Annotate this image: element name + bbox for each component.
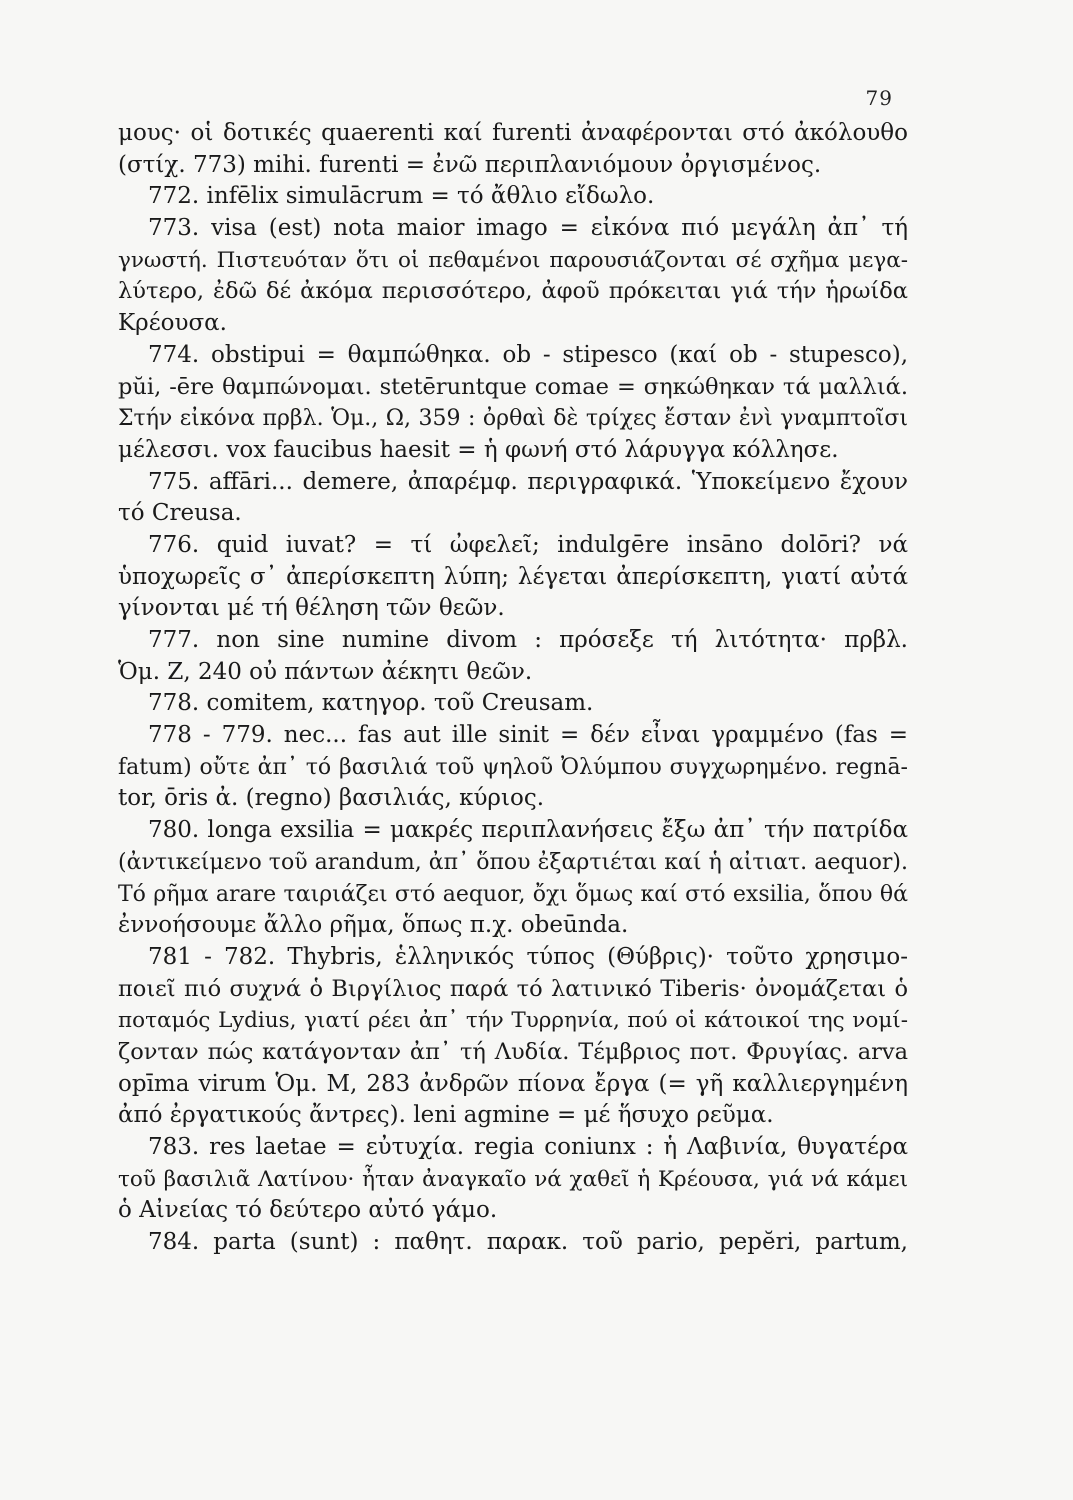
text-line: 777. non sine numine divom : πρόσεξε τή λιτότητα· πρβλ. (148, 627, 908, 653)
commentary-text (118, 118, 908, 1259)
text-line: λύτερο, ἐδῶ δέ ἀκόμα περισσότερο, ἀφοῦ πρόκειται γιά τήν ἡρωίδα (118, 278, 908, 305)
text-line: γνωστή. Πιστευόταν ὅτι οἱ πεθαμένοι παρουσιάζονται σέ σχῆμα μεγα- (118, 247, 908, 273)
text-line: ποταμός Lydius, γιατί ρέει ἀπ᾽ τήν Τυρρηνία, πού οἱ κάτοικοί της νομί- (118, 1008, 908, 1034)
text-line: Στήν εἰκόνα πρβλ. Ὁμ., Ω, 359 : ὀρθαὶ δὲ τρίχες ἔσταν ἐνὶ γναμπτοῖσι (118, 406, 908, 432)
text-line: 774. obstipui = θαμπώθηκα. ob - stipesco (καί ob - stupesco), (148, 341, 908, 368)
text-line: ποιεῖ πιό συχνά ὁ Βιργίλιος παρά τό λατινικό Tiberis· ὀνομάζεται ὁ (118, 975, 908, 1002)
text-line: 781 - 782. Thybris, ἑλληνικός τύπος (Θύβρις)· τοῦτο χρησιμο- (148, 943, 908, 970)
text-line: (στίχ. 773) mihi. furenti = ἐνῶ περιπλανιόμουν ὀργισμένος. (118, 151, 822, 178)
text-line: Ὁμ. Ζ, 240 οὐ πάντων ἀέκητι θεῶν. (118, 658, 533, 685)
text-line: ἀπό ἐργατικούς ἄντρες). leni agmine = μέ ἥσυχο ρεῦμα. (118, 1102, 774, 1129)
text-line: Κρέουσα. (118, 310, 227, 337)
text-line: pŭi, -ēre θαμπώνομαι. stetēruntque comae = σηκώθηκαν τά μαλλιά. (118, 373, 908, 400)
text-line: (ἀντικείμενο τοῦ arandum, ἀπ᾽ ὅπου ἐξαρτιέται καί ἡ αἰτιατ. aequor). (118, 849, 908, 875)
text-line: ἐννοήσουμε ἄλλο ρῆμα, ὅπως π.χ. obeūnda. (118, 912, 629, 939)
text-line: opīma virum Ὁμ. Μ, 283 ἀνδρῶν πίονα ἔργα (= γῆ καλλιεργημένη (118, 1070, 908, 1097)
text-line: fatum) οὔτε ἀπ᾽ τό βασιλιά τοῦ ψηλοῦ Ὀλύμπου συγχωρημένο. regnā- (118, 754, 908, 780)
text-line: 775. affāri... demere, ἀπαρέμφ. περιγραφικά. Ὑποκείμενο ἔχουν (148, 468, 908, 495)
page-number: 79 (865, 86, 893, 110)
text-line: tor, ōris ἀ. (regno) βασιλιάς, κύριος. (118, 785, 545, 812)
text-line: 776. quid iuvat? = τί ὠφελεῖ; indulgēre insāno dolōri? νά (148, 531, 908, 558)
text-line: 778 - 779. nec... fas aut ille sinit = δέν εἶναι γραμμένο (fas = (148, 722, 908, 749)
text-line: Τό ρῆμα arare ταιριάζει στό aequor, ὄχι ὅμως καί στό exsilia, ὅπου θά (118, 881, 908, 907)
text-line: ὑποχωρεῖς σ᾽ ἀπερίσκεπτη λύπη; λέγεται ἀπερίσκεπτη, γιατί αὐτά (118, 563, 908, 590)
text-line: 784. parta (sunt) : παθητ. παρακ. τοῦ pario, pepĕri, partum, (148, 1229, 908, 1256)
text-line: τοῦ βασιλιᾶ Λατίνου· ἦταν ἀναγκαῖο νά χαθεῖ ἡ Κρέουσα, γιά νά κάμει (118, 1166, 908, 1192)
text-line: μέλεσσι. vox faucibus haesit = ἡ φωνή στό λάρυγγα κόλλησε. (118, 436, 839, 463)
text-line: ὁ Αἰνείας τό δεύτερο αὐτό γάμο. (118, 1197, 498, 1224)
text-line: γίνονται μέ τή θέληση τῶν θεῶν. (118, 595, 505, 622)
text-line: ζονταν πώς κατάγονταν ἀπ᾽ τή Λυδία. Τέμβριος ποτ. Φρυγίας. arva (118, 1038, 908, 1065)
text-line: 783. res laetae = εὐτυχία. regia coniunx : ἡ Λαβινία, θυγατέρα (148, 1134, 908, 1160)
text-line: 778. comitem, κατηγορ. τοῦ Creusam. (148, 690, 594, 717)
text-line: 772. infēlix simulācrum = τό ἄθλιο εἴδωλο. (148, 183, 655, 210)
text-line: 780. longa exsilia = μακρές περιπλανήσεις ἔξω ἀπ᾽ τήν πατρίδα (148, 817, 908, 844)
text-line: μους· οἱ δοτικές quaerenti καί furenti ἀναφέρονται στό ἀκόλουθο (118, 120, 908, 146)
text-line: 773. visa (est) nota maior imago = εἰκόνα πιό μεγάλη ἀπ᾽ τή (148, 215, 908, 242)
text-line: τό Creusa. (118, 500, 242, 527)
